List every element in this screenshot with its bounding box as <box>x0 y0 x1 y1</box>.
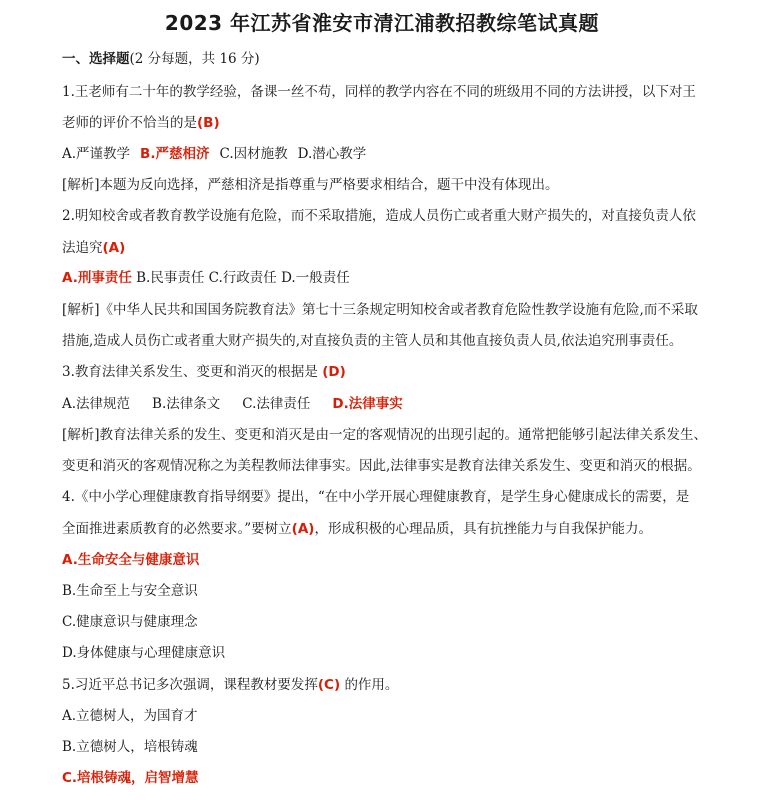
q3-analysis-line2: 变更和消灭的客观情况称之为美程教师法律事实。因此,法律事实是教育法律关系发生、变更和消灭的根据。 <box>62 458 701 474</box>
q3-answer: (D) <box>322 364 346 380</box>
q5-stem-pre: 5.习近平总书记多次强调，课程教材要发挥 <box>62 677 318 693</box>
q3-stem-text: 3.教育法律关系发生、变更和消灭的根据是 <box>62 364 318 380</box>
q2-options <box>62 268 350 288</box>
section-heading-label: 一、选择题 <box>62 51 130 67</box>
q2-option-b: B.民事责任 <box>136 270 205 286</box>
q2-analysis-line2: 措施,造成人员伤亡或者重大财产损失的,对直接负责的主管人员和其他直接负责人员,依法追究刑事责任。 <box>62 333 683 349</box>
q2-stem-text: 法追究 <box>62 240 103 256</box>
q3-analysis-line1: [解析]教育法律关系的发生、变更和消灭是由一定的客观情况的出现引起的。通常把能够引起法律关系发生、 <box>62 427 708 443</box>
q4-option-c: C.健康意识与健康理念 <box>62 614 198 630</box>
q4-stem-pre: 全面推进素质教育的必然要求。”要树立 <box>62 521 292 537</box>
q3-option-d-correct: D.法律事实 <box>332 396 403 412</box>
section-heading-note: (2 分每题，共 16 分) <box>129 51 260 67</box>
q4-option-b: B.生命至上与安全意识 <box>62 583 198 599</box>
q2-option-c: C.行政责任 <box>208 270 277 286</box>
q2-answer: (A) <box>102 240 126 256</box>
q2-option-a-correct: A.刑事责任 <box>62 270 132 286</box>
q1-stem-line1: 1.王老师有二十年的教学经验，备课一丝不苟，同样的教学内容在不同的班级用不同的方法讲授，以下对王 <box>62 84 696 100</box>
q1-option-c: C.因材施教 <box>219 146 288 162</box>
q3-options <box>62 394 403 414</box>
q5-stem <box>62 675 398 695</box>
q4-answer: (A) <box>291 521 315 537</box>
q5-option-c-correct: C.培根铸魂，启智增慧 <box>62 770 199 786</box>
q5-answer: (C) <box>317 677 341 693</box>
section-heading <box>62 49 260 69</box>
q3-option-a: A.法律规范 <box>62 396 131 412</box>
q4-option-a-correct: A.生命安全与健康意识 <box>62 552 200 568</box>
q2-analysis-line1: [解析]《中华人民共和国国务院教育法》第七十三条规定明知校舍或者教育危险性教学设施有危险,而不采取 <box>62 302 698 318</box>
q5-option-a: A.立德树人，为国育才 <box>62 708 198 724</box>
q4-stem-line1: 4.《中小学心理健康教育指导纲要》提出，“在中小学开展心理健康教育，是学生身心健康成长的需要，是 <box>62 489 690 505</box>
q1-option-a: A.严谨教学 <box>62 146 131 162</box>
q3-stem <box>62 362 346 382</box>
q2-stem-line1: 2.明知校舍或者教育教学设施有危险，而不采取措施，造成人员伤亡或者重大财产损失的，对直接负责人依 <box>62 208 696 224</box>
q2-stem-line2 <box>62 238 125 258</box>
q1-stem-line2 <box>62 113 220 133</box>
q5-stem-post: 的作用。 <box>344 677 399 693</box>
q5-option-b: B.立德树人，培根铸魂 <box>62 739 198 755</box>
q4-stem-line2 <box>62 519 652 539</box>
q1-option-d: D.潜心教学 <box>297 146 367 162</box>
q1-answer: (B) <box>197 115 220 131</box>
q2-option-d: D.一般责任 <box>281 270 350 286</box>
q4-option-d: D.身体健康与心理健康意识 <box>62 645 226 661</box>
q1-option-b-correct: B.严慈相济 <box>140 146 210 162</box>
q1-analysis: [解析]本题为反向选择，严慈相济是指尊重与严格要求相结合，题干中没有体现出。 <box>62 177 559 193</box>
q1-stem-text: 老师的评价不恰当的是 <box>62 115 197 131</box>
page-title: 2023 年江苏省淮安市清江浦教招教综笔试真题 <box>164 11 600 35</box>
q1-options <box>62 144 366 164</box>
q3-option-b: B.法律条文 <box>152 396 221 412</box>
q4-stem-post: ，形成积极的心理品质，具有抗挫能力与自我保护能力。 <box>314 521 652 537</box>
q3-option-c: C.法律责任 <box>242 396 311 412</box>
